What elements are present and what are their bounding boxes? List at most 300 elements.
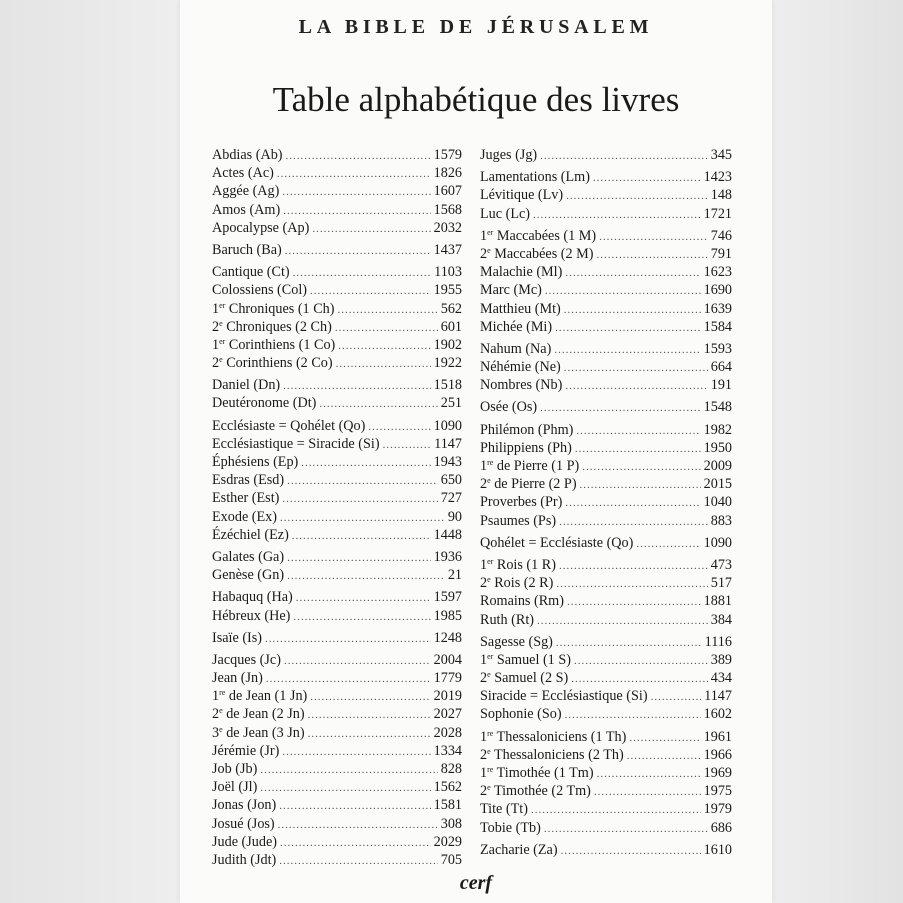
book-entry xyxy=(480,318,732,336)
book-name xyxy=(480,168,593,186)
page-number: 828 xyxy=(440,761,462,777)
book-title: Jacques (Jc) xyxy=(212,651,281,668)
book-entry xyxy=(480,651,732,669)
book-title: Ecclésiastique = Siracide (Si) xyxy=(212,435,380,452)
page-number: 1090 xyxy=(703,534,732,551)
page-number: 1826 xyxy=(433,165,462,182)
book-name xyxy=(212,354,336,372)
ordinal-suffix: e xyxy=(219,706,223,716)
page-number: 2029 xyxy=(433,833,462,850)
book-entry xyxy=(212,417,462,435)
ordinal-suffix: e xyxy=(219,355,223,365)
page-number: 345 xyxy=(710,147,732,163)
book-ordinal: 1 xyxy=(480,458,488,474)
dot-leader xyxy=(282,490,437,508)
page-number: 308 xyxy=(440,815,462,832)
ordinal-suffix: e xyxy=(487,476,491,486)
book-title: Josué (Jos) xyxy=(212,815,275,832)
dot-leader xyxy=(556,575,707,593)
book-title: Samuel (1 S) xyxy=(496,651,571,668)
dot-leader xyxy=(559,557,708,575)
dot-leader xyxy=(337,301,437,319)
dot-leader xyxy=(533,206,701,224)
book-ordinal: 1 xyxy=(480,728,488,745)
book-title: Zacharie (Za) xyxy=(480,841,558,858)
dot-leader xyxy=(567,593,701,611)
book-title: Marc (Mc) xyxy=(480,282,542,299)
dot-leader xyxy=(564,359,708,377)
book-title: Habaquq (Ha) xyxy=(212,589,293,606)
book-name xyxy=(212,588,296,606)
book-title: Jude (Jude) xyxy=(212,833,278,850)
dot-leader xyxy=(287,472,438,490)
book-entry xyxy=(212,219,462,237)
book-entry xyxy=(480,800,732,818)
page-number: 191 xyxy=(710,377,732,394)
book-entry xyxy=(480,746,732,764)
book-list-left xyxy=(212,146,462,869)
page-number: 2009 xyxy=(703,458,732,474)
dot-leader xyxy=(540,147,708,165)
book-entry xyxy=(480,556,732,574)
book-entry xyxy=(212,566,462,584)
page-number: 1437 xyxy=(433,241,462,258)
dot-leader xyxy=(296,589,431,607)
page-number: 1116 xyxy=(704,633,732,650)
page-number: 1090 xyxy=(433,417,462,434)
book-name xyxy=(480,687,651,705)
book-ordinal: 1 xyxy=(480,227,488,244)
page-number: 664 xyxy=(710,359,732,376)
dot-leader xyxy=(636,535,700,553)
book-entry xyxy=(212,336,462,354)
book-name xyxy=(480,146,540,164)
dot-leader xyxy=(280,509,445,527)
book-title: Apocalypse (Ap) xyxy=(212,219,310,236)
page-number: 473 xyxy=(710,556,732,573)
page-number: 1982 xyxy=(703,421,732,438)
book-entry xyxy=(480,300,732,318)
book-title: Nahum (Na) xyxy=(480,340,552,357)
book-title: Lamentations (Lm) xyxy=(480,169,590,186)
page-number: 601 xyxy=(440,318,462,335)
book-title: Matthieu (Mt) xyxy=(480,300,561,317)
page-number: 1936 xyxy=(433,548,462,565)
book-name xyxy=(212,778,260,796)
book-title: Esther (Est) xyxy=(212,490,280,507)
book-ordinal: 2 xyxy=(212,706,220,723)
publisher-logo: cerf xyxy=(459,872,493,894)
page-number: 1147 xyxy=(704,688,732,705)
page-number: 1902 xyxy=(433,336,462,353)
book-entry xyxy=(212,435,462,453)
dot-leader xyxy=(287,567,445,585)
book-title: Ecclésiaste = Qohélet (Qo) xyxy=(212,417,366,434)
book-title: de Pierre (1 P) xyxy=(496,458,580,474)
book-list-right xyxy=(480,146,732,859)
book-entry xyxy=(480,728,732,746)
dot-leader xyxy=(555,319,701,337)
book-name xyxy=(480,512,559,530)
book-name xyxy=(480,245,596,263)
book-title: de Jean (1 Jn) xyxy=(228,688,308,705)
dot-leader xyxy=(368,418,430,436)
dot-leader xyxy=(308,725,431,743)
book-ordinal: 1 xyxy=(212,300,220,317)
page-number: 1548 xyxy=(703,399,732,416)
page-number: 1721 xyxy=(703,205,732,222)
dot-leader xyxy=(283,202,430,220)
book-title: Abdias (Ab) xyxy=(212,147,283,163)
book-entry xyxy=(212,354,462,372)
book-name xyxy=(212,548,287,566)
book-entry xyxy=(480,168,732,186)
book-entry xyxy=(480,439,732,457)
dot-leader xyxy=(576,422,700,440)
page-number: 1690 xyxy=(703,282,732,299)
page-number: 517 xyxy=(710,575,732,592)
page-title: Table alphabétique des livres xyxy=(272,80,680,119)
book-name xyxy=(212,263,293,281)
dot-leader xyxy=(265,630,431,648)
book-name xyxy=(480,556,559,574)
book-ordinal: 1 xyxy=(212,688,220,705)
dot-leader xyxy=(593,169,701,187)
page-number: 2004 xyxy=(433,651,462,668)
ordinal-suffix: re xyxy=(487,765,494,774)
book-name xyxy=(480,318,555,336)
book-title: Maccabées (2 M) xyxy=(494,245,594,262)
book-entry xyxy=(212,669,462,687)
book-name xyxy=(212,435,383,453)
book-title: Jonas (Jon) xyxy=(212,797,277,814)
page-number: 727 xyxy=(440,490,462,507)
book-entry xyxy=(212,489,462,507)
book-entry xyxy=(480,705,732,723)
page-number: 1248 xyxy=(433,629,462,646)
book-entry xyxy=(480,764,732,782)
book-entry xyxy=(212,629,462,647)
book-name xyxy=(212,651,284,669)
page-number: 434 xyxy=(710,670,732,687)
dot-leader xyxy=(282,183,430,201)
page-number: 1562 xyxy=(433,779,462,796)
dot-leader xyxy=(335,319,438,337)
book-name xyxy=(480,475,580,493)
book-name xyxy=(212,607,293,625)
book-name xyxy=(480,263,565,281)
book-name xyxy=(480,493,565,511)
book-entry xyxy=(480,358,732,376)
ordinal-suffix: e xyxy=(487,575,491,585)
book-entry xyxy=(212,471,462,489)
book-name xyxy=(480,398,540,416)
book-name xyxy=(212,300,337,318)
page-number: 746 xyxy=(710,227,732,244)
page-number: 1579 xyxy=(433,147,462,163)
book-title: Timothée (2 Tm) xyxy=(493,783,591,800)
book-title: Corinthiens (1 Co) xyxy=(228,336,336,353)
book-ordinal: 2 xyxy=(480,476,488,493)
dot-leader xyxy=(283,377,430,395)
book-entry xyxy=(480,574,732,592)
page-number: 1568 xyxy=(433,201,462,218)
book-name xyxy=(212,687,310,705)
book-title: Isaïe (Is) xyxy=(212,629,263,646)
book-title: Éphésiens (Ep) xyxy=(212,454,299,470)
book-name xyxy=(212,724,308,742)
dot-leader xyxy=(310,688,430,706)
book-ordinal: 2 xyxy=(212,355,220,372)
book-title: Rois (1 R) xyxy=(496,556,556,573)
dot-leader xyxy=(287,549,431,567)
book-entry xyxy=(212,164,462,182)
dot-leader xyxy=(574,652,708,670)
book-title: Genèse (Gn) xyxy=(212,567,285,584)
dot-leader xyxy=(540,399,701,417)
dot-leader xyxy=(627,747,701,765)
dot-leader xyxy=(571,670,707,688)
book-entry xyxy=(212,300,462,318)
book-title: Timothée (1 Tm) xyxy=(496,765,594,781)
book-title: Maccabées (1 M) xyxy=(496,227,597,244)
book-entry xyxy=(480,263,732,281)
book-title: Psaumes (Ps) xyxy=(480,512,557,529)
dot-leader xyxy=(282,743,430,761)
book-ordinal: 3 xyxy=(212,724,220,741)
dot-leader xyxy=(284,652,431,670)
page-number: 1584 xyxy=(703,318,732,335)
book-ordinal: 2 xyxy=(212,318,220,335)
book-name xyxy=(480,633,556,651)
book-name xyxy=(480,340,554,358)
ordinal-suffix: e xyxy=(487,245,491,255)
book-name xyxy=(212,241,285,259)
book-entry xyxy=(212,453,462,471)
page-number: 1518 xyxy=(433,377,462,394)
dot-leader xyxy=(319,395,437,413)
background-right xyxy=(771,0,903,903)
dot-leader xyxy=(338,337,430,355)
book-name xyxy=(212,281,310,299)
page-number: 1950 xyxy=(703,439,732,456)
page-number: 1639 xyxy=(703,300,732,317)
page-number: 1955 xyxy=(433,282,462,299)
book-entry xyxy=(480,669,732,687)
book-title: Joël (Jl) xyxy=(212,779,258,796)
book-title: Job (Jb) xyxy=(212,761,258,777)
book-name xyxy=(212,336,338,354)
book-name xyxy=(480,300,564,318)
ordinal-suffix: er xyxy=(219,336,226,346)
book-entry xyxy=(212,796,462,814)
book-entry xyxy=(212,146,462,164)
book-title: Juges (Jg) xyxy=(480,147,538,163)
dot-leader xyxy=(597,765,701,783)
book-entry xyxy=(480,398,732,416)
page-number: 791 xyxy=(710,245,732,262)
page-number: 1448 xyxy=(433,526,462,543)
page-number: 1602 xyxy=(703,706,732,723)
book-title: Galates (Ga) xyxy=(212,548,285,565)
page-number: 1922 xyxy=(433,355,462,372)
page-number: 389 xyxy=(710,651,732,668)
book-entry xyxy=(480,611,732,629)
book-name xyxy=(480,651,574,669)
book-title: de Jean (2 Jn) xyxy=(226,706,305,723)
book-title: Jean (Jn) xyxy=(212,670,263,687)
book-title: Chroniques (1 Ch) xyxy=(228,300,335,317)
book-entry xyxy=(212,607,462,625)
book-entry xyxy=(480,633,732,651)
book-entry xyxy=(480,281,732,299)
book-entry xyxy=(212,548,462,566)
book-name xyxy=(480,841,561,859)
dot-leader xyxy=(279,797,430,815)
book-title: Nombres (Nb) xyxy=(480,377,563,394)
dot-leader xyxy=(285,242,431,260)
book-name xyxy=(212,453,301,471)
book-name xyxy=(480,611,537,629)
page-number: 1581 xyxy=(433,797,462,814)
book-title: Siracide = Ecclésiastique (Si) xyxy=(480,688,648,705)
dot-leader xyxy=(561,842,701,860)
book-entry xyxy=(480,146,732,164)
book-name xyxy=(480,764,597,782)
book-title: Malachie (Ml) xyxy=(480,264,563,281)
dot-leader xyxy=(544,820,708,838)
book-entry xyxy=(212,815,462,833)
book-entry xyxy=(480,340,732,358)
page-number: 1607 xyxy=(433,183,462,200)
book-title: Rois (2 R) xyxy=(494,575,554,592)
dot-leader xyxy=(594,783,701,801)
book-name xyxy=(212,796,279,814)
dot-leader xyxy=(260,761,437,779)
dot-leader xyxy=(260,779,430,797)
page-number: 1040 xyxy=(703,494,732,511)
book-name xyxy=(480,376,565,394)
page-number: 1881 xyxy=(703,593,732,610)
page-number: 148 xyxy=(710,187,732,204)
dot-leader xyxy=(537,612,708,630)
book-entry xyxy=(480,227,732,245)
book-title: de Pierre (2 P) xyxy=(494,476,577,493)
book-entry xyxy=(480,245,732,263)
page-number: 90 xyxy=(447,508,462,525)
book-ordinal: 2 xyxy=(480,746,488,763)
page-number: 1943 xyxy=(433,454,462,470)
book-entry xyxy=(212,241,462,259)
page-number: 1593 xyxy=(703,340,732,357)
book-title: Samuel (2 S) xyxy=(494,670,569,687)
book-name xyxy=(480,705,565,723)
book-entry xyxy=(212,394,462,412)
page-number: 1961 xyxy=(703,728,732,745)
page-number: 1779 xyxy=(433,670,462,687)
series-header: LA BIBLE DE JÉRUSALEM xyxy=(298,16,654,38)
page-number: 562 xyxy=(440,300,462,317)
dot-leader xyxy=(312,220,430,238)
book-title: Esdras (Esd) xyxy=(212,472,285,489)
book-name xyxy=(212,705,308,723)
book-title: Amos (Am) xyxy=(212,201,281,218)
dot-leader xyxy=(564,301,701,319)
dot-leader xyxy=(336,355,431,373)
ordinal-suffix: er xyxy=(487,227,494,237)
dot-leader xyxy=(308,706,431,724)
book-entry xyxy=(480,819,732,837)
book-name xyxy=(212,760,260,778)
book-name xyxy=(480,205,533,223)
book-title: Exode (Ex) xyxy=(212,508,278,525)
book-name xyxy=(480,457,582,475)
book-ordinal: 1 xyxy=(480,556,488,573)
ordinal-suffix: e xyxy=(487,746,491,756)
book-entry xyxy=(212,318,462,336)
ordinal-suffix: e xyxy=(487,670,491,680)
background-left xyxy=(0,0,180,903)
book-ordinal: 2 xyxy=(480,575,488,592)
book-name xyxy=(480,186,566,204)
book-title: Sagesse (Sg) xyxy=(480,633,553,650)
book-entry xyxy=(480,592,732,610)
book-entry xyxy=(480,376,732,394)
book-name xyxy=(212,566,287,584)
book-cover xyxy=(180,0,772,903)
page-number: 1597 xyxy=(433,589,462,606)
book-name xyxy=(480,439,575,457)
dot-leader xyxy=(310,282,431,300)
book-ordinal: 2 xyxy=(480,670,488,687)
book-name xyxy=(480,728,629,746)
book-entry xyxy=(212,687,462,705)
book-name xyxy=(212,471,287,489)
page-number: 384 xyxy=(710,611,732,628)
page-number: 1103 xyxy=(434,264,462,281)
dot-leader xyxy=(566,187,708,205)
book-ordinal: 1 xyxy=(212,336,220,353)
ordinal-suffix: re xyxy=(487,458,494,467)
book-name xyxy=(212,219,312,237)
book-entry xyxy=(212,742,462,760)
book-title: Philémon (Phm) xyxy=(480,421,574,438)
ordinal-suffix: er xyxy=(487,651,494,661)
book-title: Néhémie (Ne) xyxy=(480,359,561,376)
dot-leader xyxy=(565,494,700,512)
book-entry xyxy=(480,782,732,800)
book-name xyxy=(480,227,599,245)
book-title: Sophonie (So) xyxy=(480,706,562,723)
book-title: Chroniques (2 Ch) xyxy=(226,318,332,335)
book-name xyxy=(480,819,544,837)
dot-leader xyxy=(651,688,702,706)
book-name xyxy=(212,201,283,219)
book-title: Baruch (Ba) xyxy=(212,241,282,258)
page-number: 1623 xyxy=(703,264,732,281)
book-entry xyxy=(212,508,462,526)
book-name xyxy=(212,833,280,851)
book-entry xyxy=(212,182,462,200)
book-name xyxy=(212,394,319,412)
book-title: Thessaloniciens (1 Th) xyxy=(496,728,627,745)
book-name xyxy=(212,146,286,164)
dot-leader xyxy=(383,436,432,454)
book-name xyxy=(212,629,265,647)
book-name xyxy=(212,182,282,200)
book-entry xyxy=(480,687,732,705)
book-name xyxy=(212,508,280,526)
